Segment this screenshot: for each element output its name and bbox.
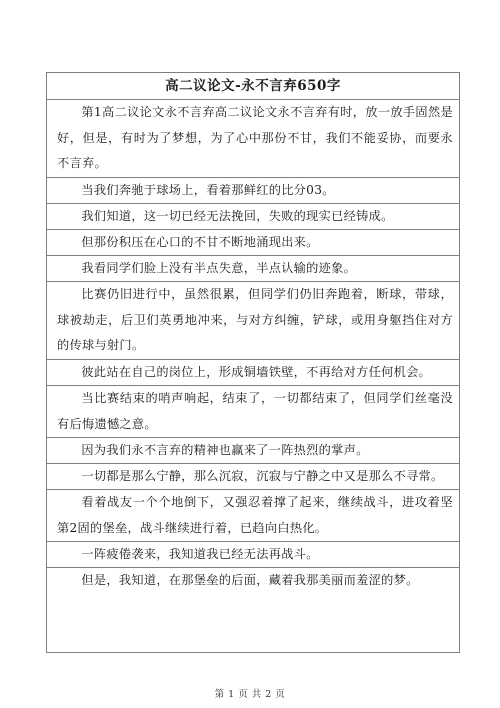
essay-body bbox=[47, 100, 459, 594]
paragraph: 因为我们永不言弃的精神也赢来了一阵热烈的掌声。 bbox=[47, 438, 459, 464]
paragraph: 一切都是那么宁静，那么沉寂，沉寂与宁静之中又是那么不寻常。 bbox=[47, 464, 459, 490]
paragraph: 我看同学们脸上没有半点失意，半点认输的迹象。 bbox=[47, 256, 459, 282]
paragraph: 当我们奔驰于球场上，看着那鲜红的比分03。 bbox=[47, 178, 459, 204]
paragraph: 但是，我知道，在那堡垒的后面，藏着我那美丽而羞涩的梦。 bbox=[81, 573, 419, 587]
essay-table bbox=[46, 72, 460, 653]
paragraph: 当比赛结束的哨声响起，结束了，一切都结束了，但同学们丝毫没有后悔遗憾之意。 bbox=[47, 386, 459, 438]
essay-title: 高二议论文-永不言弃650字 bbox=[47, 73, 459, 100]
paragraph: 看着战友一个个地倒下，又强忍着撑了起来，继续战斗，进攻着坚第2固的堡垒，战斗继续进行着，已趋向白热化。 bbox=[47, 490, 459, 542]
paragraph: 我们知道，这一切已经无法挽回，失败的现实已经铸成。 bbox=[47, 204, 459, 230]
paragraph: 比赛仍旧进行中，虽然很累，但同学们仍旧奔跑着，断球，带球，球被劫走，后卫们英勇地冲来，与对方纠缠，铲球，或用身躯挡住对方的传球与射门。 bbox=[47, 282, 459, 360]
paragraph: 第1高二议论文永不言弃高二议论文永不言弃有时，放一放手固然是好，但是，有时为了梦想，为了心中那份不甘，我们不能妥协，而要永不言弃。 bbox=[47, 100, 459, 178]
paragraph: 彼此站在自己的岗位上，形成铜墙铁壁，不再给对方任何机会。 bbox=[47, 360, 459, 386]
paragraph: 一阵疲倦袭来，我知道我已经无法再战斗。 bbox=[47, 542, 459, 568]
page-number: 第 1 页 共 2 页 bbox=[214, 689, 286, 700]
paragraph: 但那份积压在心口的不甘不断地涌现出来。 bbox=[47, 230, 459, 256]
